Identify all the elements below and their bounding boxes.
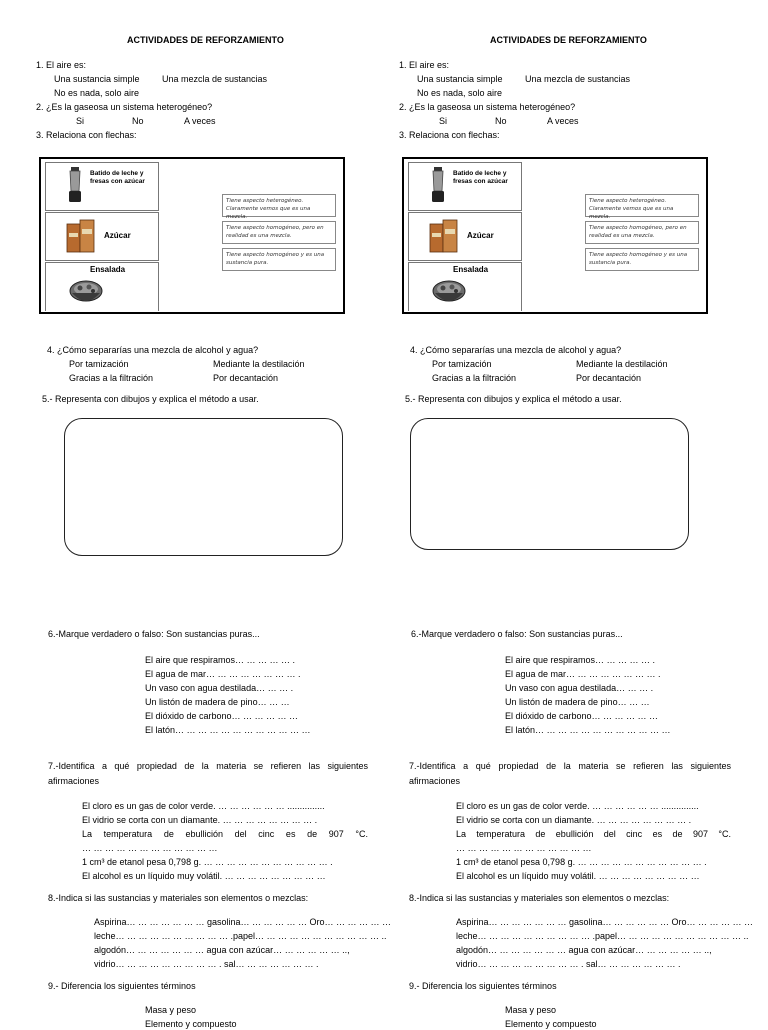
drawing-answer-box[interactable]	[410, 418, 689, 550]
q6-item: El aire que respiramos… … … … … .	[145, 655, 296, 665]
q6-item: El dióxido de carbono… … … … … …	[145, 711, 299, 721]
q8-prompt: 8.-Indica si las sustancias y materiales son elementos o mezclas:	[48, 893, 309, 903]
statement-1: Tiene aspecto heterogéneo. Claramente vemos que es una mezcla.	[222, 194, 336, 217]
q7-item: La temperatura de ebullición del cinc es de 907 °C.	[456, 829, 731, 839]
picture-azucar	[45, 212, 159, 261]
q6-item: El dióxido de carbono… … … … … …	[505, 711, 659, 721]
q1-option-a: Una sustancia simple	[54, 74, 140, 84]
q2-option-b: No	[132, 116, 144, 126]
drawing-answer-box[interactable]	[64, 418, 343, 556]
q4-prompt: 4. ¿Cómo separarías una mezcla de alcohol y agua?	[410, 345, 622, 355]
q2-option-a: Si	[76, 116, 85, 126]
q8-item: algodón… … … … … … … agua con azúcar… … … … … … ..,	[456, 945, 712, 955]
q1-option-b: Una mezcla de sustancias	[162, 74, 268, 84]
q7-item: La temperatura de ebullición del cinc es de 907 °C.	[82, 829, 368, 839]
q7-item: El alcohol es un líquido muy volátil. … … … … … … … … …	[456, 871, 700, 881]
sugar-bags-icon	[66, 219, 96, 253]
ensalada-label: Ensalada	[90, 265, 126, 274]
q7-item: El vidrio se corta con un diamante. … … … … … … … … .	[82, 815, 318, 825]
q6-item: El agua de mar… … … … … … … … .	[505, 669, 661, 679]
q6-item: Un vaso con agua destilada… … … .	[505, 683, 654, 693]
q7-item: … … … … … … … … … … … …	[82, 843, 218, 853]
statement-1: Tiene aspecto heterogéneo. Claramente vemos que es una mezcla.	[585, 194, 699, 217]
statement-2: Tiene aspecto homogéneo, pero en realidad es una mezcla.	[222, 221, 336, 244]
q9-item: Elemento y compuesto	[505, 1019, 597, 1029]
salad-bowl-icon	[68, 277, 104, 309]
picture-ensalada	[45, 262, 159, 311]
q4-option-c: Gracias a la filtración	[69, 373, 154, 383]
q6-item: Un vaso con agua destilada… … … .	[145, 683, 294, 693]
q4-option-d: Por decantación	[213, 373, 279, 383]
q6-item: El latón… … … … … … … … … … … …	[505, 725, 671, 735]
q6-item: Un listón de madera de pino… … …	[505, 697, 650, 707]
q6-prompt: 6.-Marque verdadero o falso: Son sustancias puras...	[48, 629, 260, 639]
q1-option-c: No es nada, solo aire	[54, 88, 140, 98]
q3-prompt: 3. Relaciona con flechas:	[399, 130, 500, 140]
q2-option-a: Si	[439, 116, 448, 126]
q7-item: El cloro es un gas de color verde. … … … … … … ...............	[82, 801, 325, 811]
blender-icon	[68, 167, 82, 203]
azucar-label: Azúcar	[467, 231, 494, 240]
q1-option-a: Una sustancia simple	[417, 74, 503, 84]
picture-batido	[45, 162, 159, 211]
matching-exercise	[39, 157, 345, 314]
q8-item: Aspirina… … … … … … … gasolina… … … … … … Oro… … … … … …	[94, 917, 392, 927]
q1-option-b: Una mezcla de sustancias	[525, 74, 631, 84]
statement-3: Tiene aspecto homogéneo y es una sustancia pura.	[222, 248, 336, 271]
picture-batido	[408, 162, 522, 211]
q8-item: leche… … … … … … … … … … .papel… … … … … … … … … … … ..	[94, 931, 387, 941]
q7-item: 1 cm³ de etanol pesa 0,798 g. … … … … … … … … … … … .	[82, 857, 333, 867]
q1-option-c: No es nada, solo aire	[417, 88, 503, 98]
q2-prompt: 2. ¿Es la gaseosa un sistema heterogéneo?	[36, 102, 213, 112]
q9-prompt: 9.- Diferencia los siguientes términos	[409, 981, 557, 991]
q1-prompt: 1. El aire es:	[36, 60, 87, 70]
azucar-label: Azúcar	[104, 231, 131, 240]
picture-ensalada	[408, 262, 522, 311]
q8-item: vidrio… … … … … … … … … . sal… … … … … … … .	[94, 959, 319, 969]
q8-item: vidrio… … … … … … … … … . sal… … … … … … … .	[456, 959, 681, 969]
q8-item: algodón… … … … … … … agua con azúcar… … … … … … ..,	[94, 945, 350, 955]
q6-item: Un listón de madera de pino… … …	[145, 697, 290, 707]
q5-prompt: 5.- Representa con dibujos y explica el método a usar.	[42, 394, 259, 404]
worksheet-title: ACTIVIDADES DE REFORZAMIENTO	[127, 35, 284, 45]
q6-item: El latón… … … … … … … … … … … …	[145, 725, 311, 735]
blender-icon	[431, 167, 445, 203]
q7-prompt: 7.-Identifica a qué propiedad de la materia se refieren las siguientes afirmaciones	[409, 761, 731, 786]
q7-item: El vidrio se corta con un diamante. … … … … … … … … .	[456, 815, 692, 825]
q5-prompt: 5.- Representa con dibujos y explica el método a usar.	[405, 394, 622, 404]
q4-prompt: 4. ¿Cómo separarías una mezcla de alcohol y agua?	[47, 345, 259, 355]
q7-item: … … … … … … … … … … … …	[456, 843, 592, 853]
worksheet-copy-right	[399, 0, 754, 1029]
q6-item: El aire que respiramos… … … … … .	[505, 655, 656, 665]
q8-item: leche… … … … … … … … … … .papel… … … … … … … … … … … ..	[456, 931, 749, 941]
q2-prompt: 2. ¿Es la gaseosa un sistema heterogéneo?	[399, 102, 576, 112]
sugar-bags-icon	[429, 219, 459, 253]
q9-prompt: 9.- Diferencia los siguientes términos	[48, 981, 196, 991]
statement-2: Tiene aspecto homogéneo, pero en realidad es una mezcla.	[585, 221, 699, 244]
worksheet-title: ACTIVIDADES DE REFORZAMIENTO	[490, 35, 647, 45]
worksheet-copy-left	[36, 0, 392, 1029]
q8-prompt: 8.-Indica si las sustancias y materiales son elementos o mezclas:	[409, 893, 670, 903]
salad-bowl-icon	[431, 277, 467, 309]
q4-option-b: Mediante la destilación	[576, 359, 668, 369]
batido-label: Batido de leche y fresas con azúcar	[90, 170, 145, 185]
q7-item: El cloro es un gas de color verde. … … … … … … ...............	[456, 801, 699, 811]
ensalada-label: Ensalada	[453, 265, 489, 274]
q1-prompt: 1. El aire es:	[399, 60, 450, 70]
matching-exercise	[402, 157, 708, 314]
q2-option-c: A veces	[184, 116, 216, 126]
picture-azucar	[408, 212, 522, 261]
q9-item: Masa y peso	[505, 1005, 557, 1015]
q4-option-b: Mediante la destilación	[213, 359, 305, 369]
q6-item: El agua de mar… … … … … … … … .	[145, 669, 301, 679]
q6-prompt: 6.-Marque verdadero o falso: Son sustancias puras...	[411, 629, 623, 639]
q7-prompt: 7.-Identifica a qué propiedad de la materia se refieren las siguientes afirmaciones	[48, 761, 368, 786]
q2-option-c: A veces	[547, 116, 579, 126]
q4-option-c: Gracias a la filtración	[432, 373, 517, 383]
q2-option-b: No	[495, 116, 507, 126]
q7-item: 1 cm³ de etanol pesa 0,798 g. … … … … … … … … … … … .	[456, 857, 707, 867]
q8-item: Aspirina… … … … … … … gasolina… … … … … … Oro… … … … … …	[456, 917, 754, 927]
q4-option-a: Por tamización	[432, 359, 492, 369]
q4-option-a: Por tamización	[69, 359, 129, 369]
q9-item: Elemento y compuesto	[145, 1019, 237, 1029]
batido-label: Batido de leche y fresas con azúcar	[453, 170, 508, 185]
q7-item: El alcohol es un líquido muy volátil. … … … … … … … … …	[82, 871, 326, 881]
q9-item: Masa y peso	[145, 1005, 197, 1015]
q4-option-d: Por decantación	[576, 373, 642, 383]
q3-prompt: 3. Relaciona con flechas:	[36, 130, 137, 140]
statement-3: Tiene aspecto homogéneo y es una sustancia pura.	[585, 248, 699, 271]
